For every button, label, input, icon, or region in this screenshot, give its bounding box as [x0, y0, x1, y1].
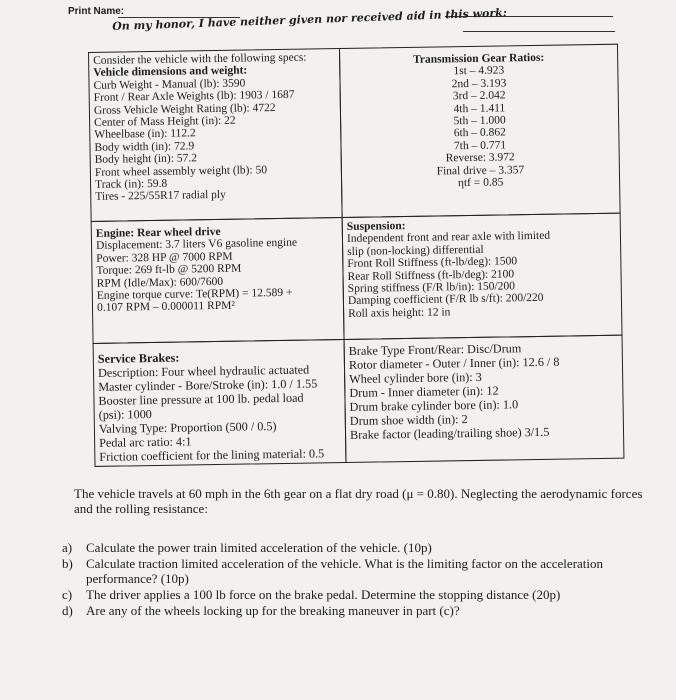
question-text: The driver applies a 100 lb force on the brake pedal. Determine the stopping distance (20p) — [86, 587, 561, 602]
intro-text: Consider the vehicle with the following specs: — [93, 51, 307, 67]
suspension-line: Spring stiffness (F/R lb/in): 150/200 — [347, 280, 516, 295]
final-drive-ratio: Final drive – 3.357 — [436, 163, 525, 178]
vehicle-line: Body height (in): 57.2 — [94, 152, 198, 167]
question-item — [62, 556, 652, 586]
gear-label: 4th — [453, 102, 469, 115]
problem-statement: The vehicle travels at 60 mph in the 6th gear on a flat dry road (μ = 0.80). Neglecting the aerodynamic forces and the rolling resistance: — [74, 486, 643, 516]
spec-table — [88, 44, 624, 467]
gear-ratio: – 0.771 — [471, 139, 507, 152]
question-item — [62, 540, 652, 555]
gear-ratio: – 2.042 — [471, 89, 506, 103]
engine-line: Displacement: 3.7 liters V6 gasoline engine — [95, 237, 298, 253]
transmission-box — [339, 44, 621, 218]
vehicle-line: Front wheel assembly weight (lb): 50 — [94, 163, 268, 179]
question-text: Calculate traction limited acceleration of the vehicle. What is the limiting factor on the acceleration performance? (10p) — [86, 556, 604, 586]
gear-ratio: – 1.000 — [471, 114, 506, 128]
engine-line: Torque: 269 ft-lb @ 5200 RPM — [96, 262, 242, 278]
honor-statement: On my honor, I have neither given nor received aid in this work: — [112, 6, 508, 33]
gear-label: 2nd — [451, 77, 470, 91]
engine-title: Engine: Rear wheel drive — [95, 225, 221, 240]
driveline-efficiency: ηtf = 0.85 — [457, 176, 504, 190]
brake-detail-line: Brake factor (leading/trailing shoe) 3/1.5 — [349, 424, 550, 442]
gear-ratio: – 1.411 — [471, 102, 506, 115]
brake-details-box — [344, 335, 625, 463]
brakes-line: Description: Four wheel hydraulic actuated — [97, 362, 310, 380]
engine-line: 0.107 RPM – 0.000011 RPM² — [96, 300, 235, 315]
vehicle-line: Center of Mass Height (in): 22 — [94, 114, 236, 129]
vehicle-title: Vehicle dimensions and weight: — [93, 64, 248, 80]
spec-sheet — [88, 44, 624, 467]
brakes-line: Valving Type: Proportion (500 / 0.5) — [98, 419, 277, 436]
brakes-line: Master cylinder - Bore/Stroke (in): 1.0 / 1.55 — [98, 376, 318, 394]
brake-detail-line: Wheel cylinder bore (in): 3 — [349, 369, 482, 386]
gear-label: 5th — [453, 115, 469, 128]
brake-detail-line: Drum shoe width (in): 2 — [349, 412, 468, 428]
gear-ratio: – 4.923 — [469, 64, 505, 78]
vehicle-line: Wheelbase (in): 112.2 — [94, 127, 196, 142]
vehicle-line: Gross Vehicle Weight Rating (lb): 4722 — [93, 101, 276, 117]
gear-ratio: – 0.862 — [471, 126, 506, 140]
brakes-line: Booster line pressure at 100 lb. pedal load — [98, 390, 304, 408]
engine-line: Power: 328 HP @ 7000 RPM — [96, 250, 233, 265]
gear-label: 7th — [453, 139, 469, 153]
print-name-label: Print Name: — [68, 6, 125, 17]
vehicle-line: Track (in): 59.8 — [94, 177, 168, 191]
suspension-box — [342, 213, 623, 340]
suspension-line: Damping coefficient (F/R lb s/ft): 200/220 — [347, 292, 544, 308]
gear-label: 1st — [453, 65, 467, 78]
gear-ratio: – 3.193 — [471, 77, 507, 90]
signature-line — [463, 31, 615, 32]
vehicle-box — [88, 48, 343, 222]
reverse-ratio: Reverse: 3.972 — [445, 151, 515, 165]
brakes-box — [93, 339, 347, 467]
gear-label: 6th — [453, 127, 469, 140]
brakes-line: (psi): 1000 — [98, 407, 152, 422]
question-letter: c) — [62, 587, 73, 602]
question-letter: d) — [62, 603, 73, 618]
question-item — [62, 587, 652, 602]
suspension-line: Rear Roll Stiffness (ft-lb/deg): 2100 — [347, 267, 515, 283]
question-letter: a) — [62, 540, 73, 555]
brake-detail-line: Brake Type Front/Rear: Disc/Drum — [348, 341, 522, 358]
suspension-title: Suspension: — [346, 220, 406, 233]
gear-label: 3rd — [452, 90, 469, 103]
brake-detail-line: Drum - Inner diameter (in): 12 — [349, 383, 499, 400]
question-list — [62, 540, 652, 619]
question-text: Are any of the wheels locking up for the breaking maneuver in part (c)? — [86, 603, 460, 618]
brakes-line: Pedal arc ratio: 4:1 — [99, 434, 192, 450]
engine-box — [91, 217, 345, 344]
brake-detail-line: Drum brake cylinder bore (in): 1.0 — [349, 397, 519, 414]
suspension-line: Independent front and rear axle with limited — [346, 230, 551, 246]
vehicle-line: Front / Rear Axle Weights (lb): 1903 / 1687 — [93, 88, 295, 105]
transmission-title: Transmission Gear Ratios: — [412, 51, 545, 66]
suspension-line: Front Roll Stiffness (ft-lb/deg): 1500 — [347, 255, 518, 271]
question-item — [62, 603, 652, 618]
engine-line: Engine torque curve: Te(RPM) = 12.589 + — [96, 286, 293, 302]
vehicle-line: Curb Weight - Manual (lb): 3590 — [93, 77, 246, 92]
brake-detail-line: Rotor diameter - Outer / Inner (in): 12.6 / 8 — [348, 354, 560, 372]
engine-line: RPM (Idle/Max): 600/7600 — [96, 275, 224, 290]
vehicle-line: Body width (in): 72.9 — [94, 140, 195, 154]
suspension-line: slip (non-locking) differential — [347, 243, 484, 258]
question-text: Calculate the power train limited acceleration of the vehicle. (10p) — [86, 540, 432, 555]
suspension-line: Roll axis height: 12 in — [348, 306, 451, 320]
brakes-title: Service Brakes: — [97, 350, 180, 366]
question-letter: b) — [62, 556, 73, 571]
brakes-line: Friction coefficient for the lining material: 0.5 — [99, 446, 325, 464]
vehicle-line: Tires - 225/55R17 radial ply — [95, 189, 226, 204]
